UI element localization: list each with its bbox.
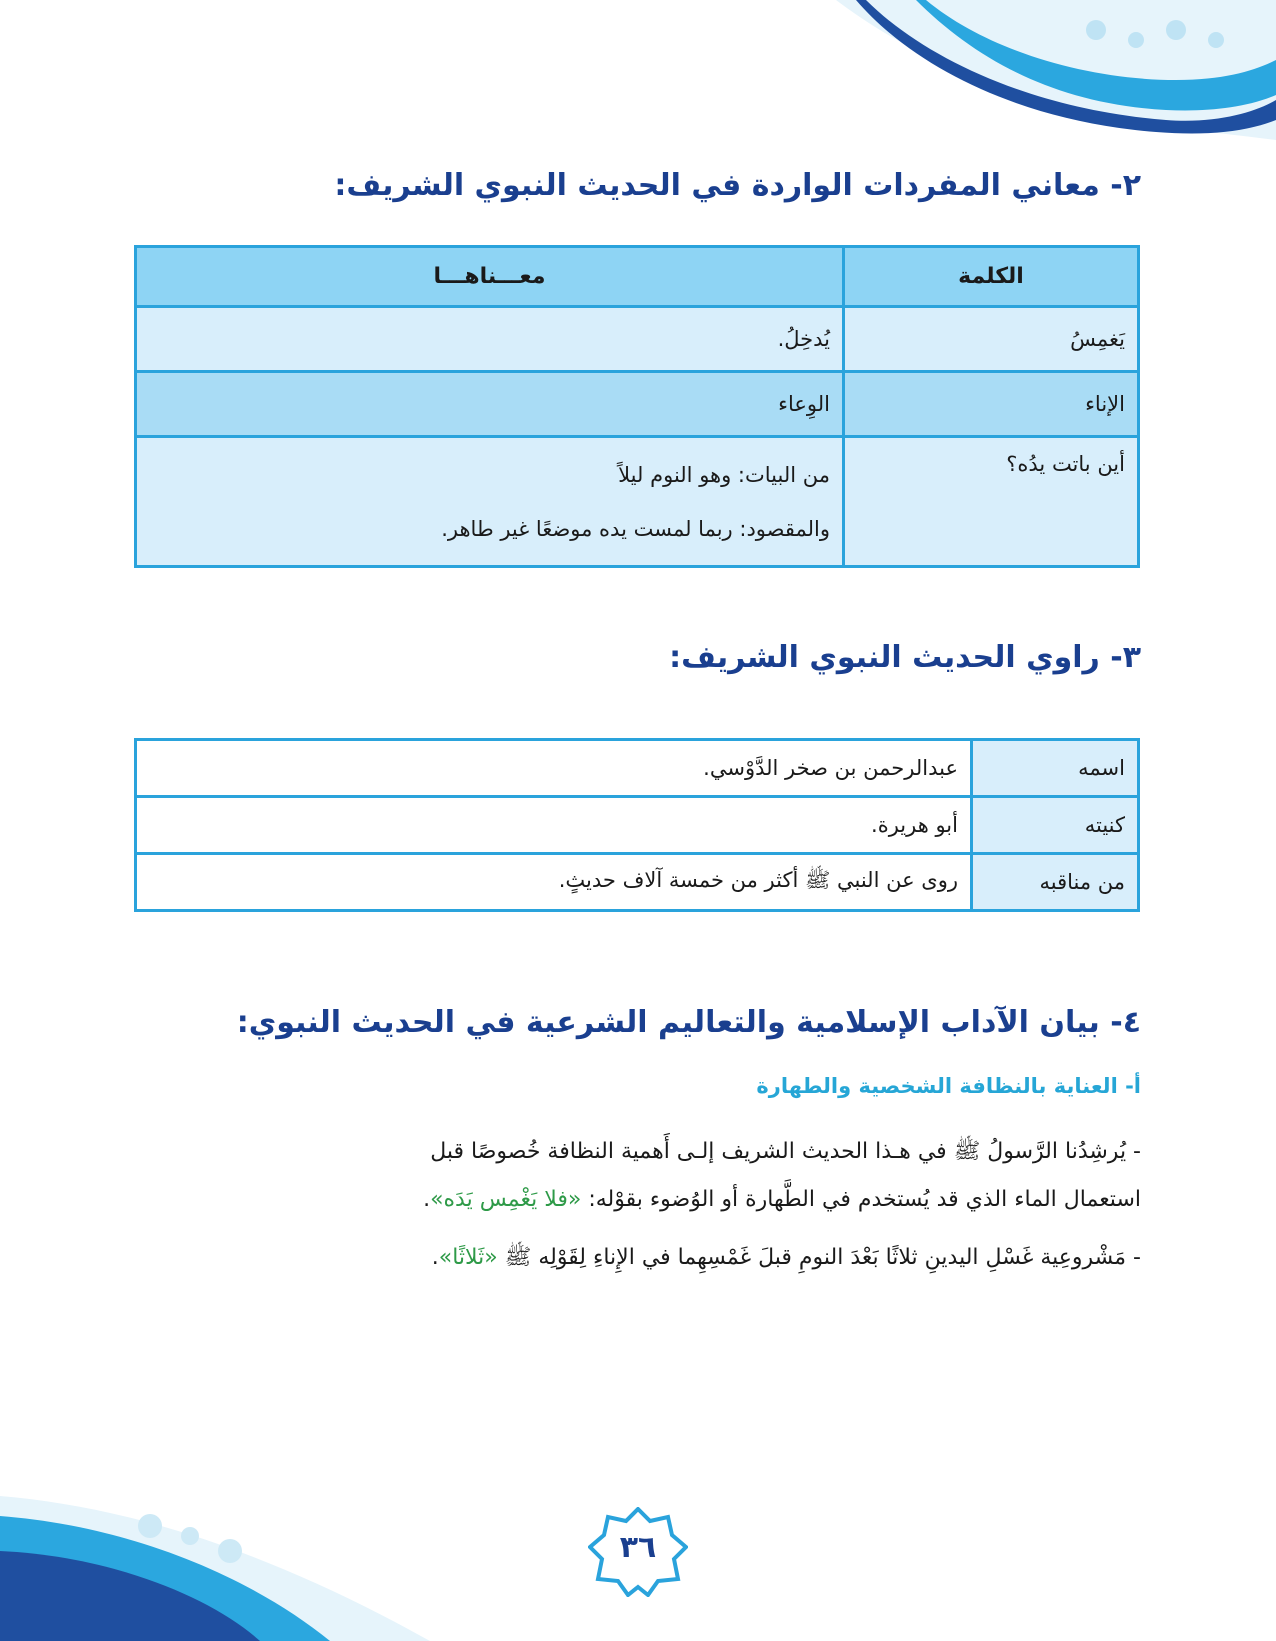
table-header-row <box>136 247 1139 307</box>
narrator-label: من مناقبه <box>972 854 1139 911</box>
word-cell: الإناء <box>844 372 1139 437</box>
table-row <box>136 797 1139 854</box>
section4-heading: ٤- بيان الآداب الإسلامية والتعاليم الشرعية في الحديث النبوي: <box>236 1005 1141 1040</box>
top-wave-decoration <box>836 0 1276 140</box>
meaning-line-2: والمقصود: ربما لمست يده موضعًا غير طاهر. <box>441 516 830 541</box>
word-cell: يَغمِسُ <box>844 307 1139 372</box>
section4-subheading: أ- العناية بالنظافة الشخصية والطهارة <box>756 1074 1141 1098</box>
table-row <box>136 740 1139 797</box>
narrator-value: أبو هريرة. <box>136 797 972 854</box>
section2-heading: ٢- معاني المفردات الواردة في الحديث النبوي الشريف: <box>334 168 1141 203</box>
meaning-cell: يُدخِلُ. <box>136 307 844 372</box>
hadith-quote: «ثَلاثًا» <box>438 1245 498 1270</box>
header-meaning: معـــناهـــا <box>136 247 844 307</box>
page-number: ٣٦ <box>619 1530 657 1565</box>
paragraph-line: - يُرشِدُنا الرَّسولُ ﷺ في هـذا الحديث الشريف إلـى أَهمية النظافة خُصوصًا قبل <box>430 1139 1141 1164</box>
table-row <box>136 437 1139 567</box>
narrator-value: عبدالرحمن بن صخر الدَّوْسي. <box>136 740 972 797</box>
table-row <box>136 854 1139 911</box>
word-cell: أين باتت يدُه؟ <box>844 437 1139 567</box>
narrator-label: اسمه <box>972 740 1139 797</box>
narrator-value: روى عن النبي ﷺ أكثر من خمسة آلاف حديثٍ. <box>136 854 972 911</box>
vocabulary-table <box>134 245 1140 568</box>
bottom-wave-decoration <box>0 1456 430 1641</box>
paragraph-line <box>135 1176 1141 1224</box>
section3-heading: ٣- راوي الحديث النبوي الشريف: <box>669 640 1141 675</box>
meaning-cell: الوِعاء <box>136 372 844 437</box>
paragraph-text: استعمال الماء الذي قد يُستخدم في الطَّهارة أو الوُضوء بقوْله: <box>588 1187 1141 1212</box>
meaning-cell <box>136 437 844 567</box>
paragraph-text: - مَشْروعِية غَسْلِ اليدينِ ثلاثًا بَعْدَ النومِ قبلَ غَمْسِهِما في الإِناءِ لِقَوْلِه ﷺ <box>504 1245 1141 1270</box>
narrator-label: كنيته <box>972 797 1139 854</box>
table-row <box>136 372 1139 437</box>
table-row <box>136 307 1139 372</box>
period: . <box>423 1187 431 1212</box>
header-word: الكلمة <box>844 247 1139 307</box>
period: . <box>431 1245 439 1270</box>
paragraph-line <box>135 1234 1141 1282</box>
hadith-quote: «فلا يَغْمِس يَدَه» <box>430 1187 582 1212</box>
narrator-table <box>134 738 1140 912</box>
meaning-line-1: من البيات: وهو النوم ليلاً <box>618 462 830 487</box>
